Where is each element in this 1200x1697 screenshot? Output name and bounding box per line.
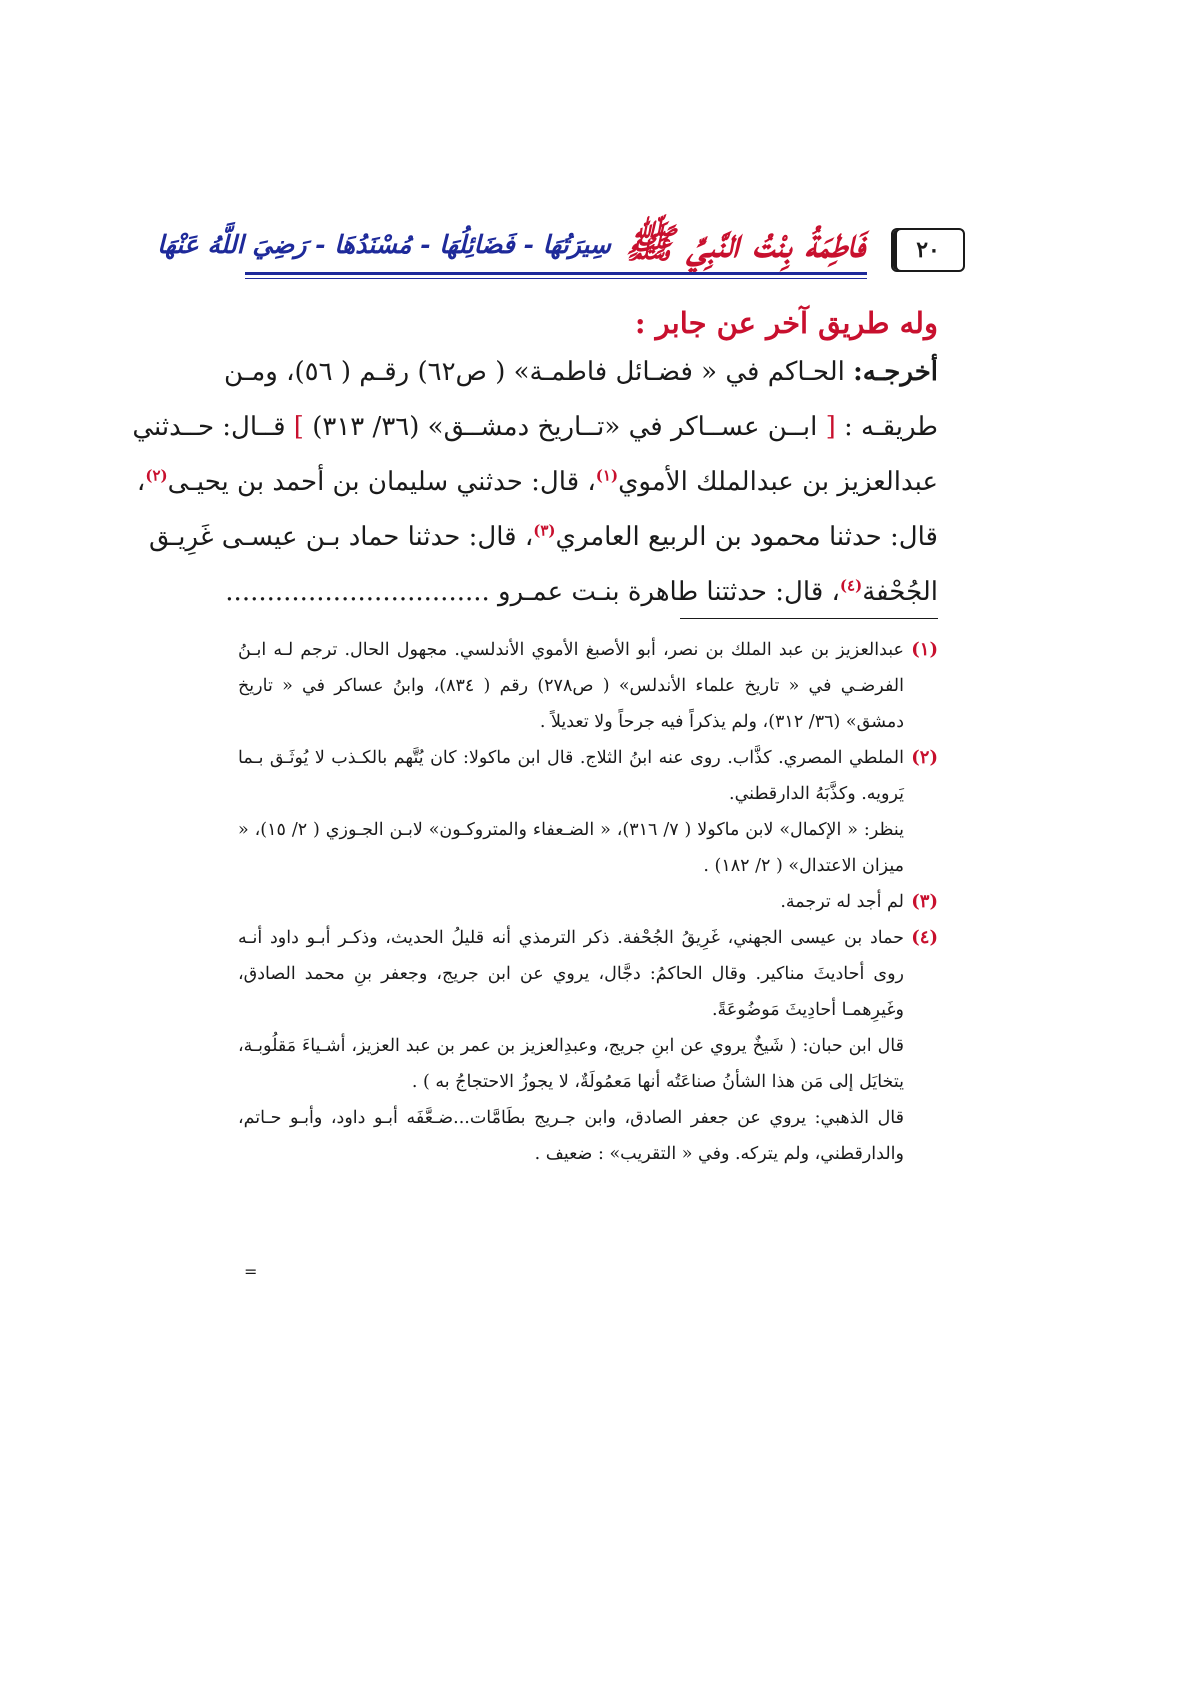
main-line-text: قال: حدثنا محمود بن الربيع العامري <box>555 522 938 552</box>
main-line <box>148 510 938 565</box>
section-heading: وله طريق آخر عن جابر : <box>634 306 938 340</box>
main-line-text: الجُحْفة <box>862 577 938 607</box>
footnote-number: (٣) <box>911 891 938 912</box>
footnote-text: عبدالعزيز بن عبد الملك بن نصر، أبو الأصبغ الأموي الأندلسي. مجهول الحال. ترجم لـه ابـنُ الفرضـي في « تاريخ علماء الأندلس» ( ص٢٧٨) رقم ( ٨٣٤)، وابنُ عساكر في « تاريخ دمشق» (٣٦/ ٣١٢)، ولم يذكراً فيه جرحاً ولا تعديلاً . <box>238 640 904 732</box>
footnote-number: (٤) <box>911 927 938 948</box>
footnote-ref[interactable]: (٢) <box>145 466 168 485</box>
continuation-mark: = <box>244 1262 258 1281</box>
header-title-group <box>157 200 865 267</box>
footnote <box>238 884 938 920</box>
page-number: ٢٠ <box>891 228 965 272</box>
footnote-ref[interactable]: (٤) <box>839 576 863 595</box>
main-line-text: الحـاكم في « فضـائل فاطمـة» ( ص٦٢) رقـم ( ٥٦)، ومـن <box>223 357 854 387</box>
main-line <box>225 565 938 620</box>
main-lead-word: أخرجـه: <box>853 357 938 387</box>
main-line-text: طريقـه : <box>835 412 938 442</box>
main-line-text: ابــن عســاكر في «تــاريخ دمشــق» (٣٦/ ٣١٣) <box>303 412 826 442</box>
book-title: فَاطِمَةُ بِنْتُ النَّبِيِّ ﷺ <box>625 220 865 267</box>
main-line <box>223 345 938 400</box>
main-line <box>136 455 938 510</box>
footnote-number: (٢) <box>911 747 938 768</box>
footnote-separator <box>680 618 938 619</box>
main-line-text: ، <box>136 467 146 497</box>
main-line-text: ، قال: حدثني سليمان بن أحمد بن يحيـى <box>167 467 596 497</box>
footnote-ref[interactable]: (٣) <box>533 521 556 540</box>
footnote <box>238 632 938 740</box>
footnote-text: ينظر: « الإكمال» لابن ماكولا ( ٧/ ٣١٦)، « الضـعفاء والمتروكـون» لابـن الجـوزي ( ٢/ ١٥)، « ميزان الاعتدال» ( ٢/ ١٨٢) . <box>238 820 904 876</box>
footnote-text: قال الذهبي: يروي عن جعفر الصادق، وابن جـريج بطَامَّات...ضـعَّفَه أبـو داود، وأبـو حـاتم، والدارقطني، ولم يتركه. وفي « التقريب» : ضعيف . <box>238 1108 904 1164</box>
book-subtitle: سِيرَتُهَا - فَضَائِلُهَا - مُسْنَدُهَا - رَضِيَ اللَّهُ عَنْهَا <box>157 230 611 259</box>
bracket-open: [ <box>825 412 836 442</box>
footnote-number: (١) <box>911 639 938 660</box>
main-line-text: ، قال: حدثتنا طاهرة بنـت عمـرو ................................ <box>225 577 840 607</box>
main-text <box>132 345 938 620</box>
header-rule-thin <box>245 278 867 279</box>
footnote <box>238 740 938 884</box>
footnote-text: حماد بن عيسى الجهني، غَرِيقُ الجُحْفة. ذكر الترمذي أنه قليلُ الحديث، وذكـر أبـو داود أنـه روى أحاديثَ مناكير. وقال الحاكمُ: دجَّال، يروي عن ابن جريج، وجعفر بنِ محمد الصادق، وغَيرِهمـا أحادِيثَ مَوضُوعَةً. <box>238 928 904 1020</box>
header-rule <box>245 272 867 275</box>
footnote <box>238 920 938 1172</box>
main-line-text: ، قال: حدثنا حماد بـن عيسـى غَرِيـق <box>148 522 534 552</box>
footnote-text: الملطي المصري. كذَّاب. روى عنه ابنُ الثلاج. قال ابن ماكولا: كان يُتَّهم بالكـذب لا يُوثَـق بـما يَرويه. وكذَّبَهُ الدارقطني. <box>238 748 904 804</box>
footnote-text: لم أجد له ترجمة. <box>780 892 904 912</box>
bracket-close: ] <box>293 412 304 442</box>
main-line <box>132 400 938 455</box>
page-header <box>157 192 965 272</box>
footnotes <box>238 632 938 1172</box>
main-line-text: عبدالعزيز بن عبدالملك الأموي <box>618 467 938 497</box>
footnote-text: قال ابن حبان: ( شَيخٌ يروي عن ابنِ جريج، وعبدِالعزيز بن عمر بن عبد العزيز، أشـياءَ مَقلُوبـة، يتخايَل إلى مَن هذا الشأنُ صناعَتُه أنها مَعمُولَةٌ، لا يجوزُ الاحتجاجُ به ) . <box>238 1036 904 1092</box>
footnote-ref[interactable]: (١) <box>595 466 619 485</box>
main-line-text: قــال: حــدثني <box>132 412 294 442</box>
